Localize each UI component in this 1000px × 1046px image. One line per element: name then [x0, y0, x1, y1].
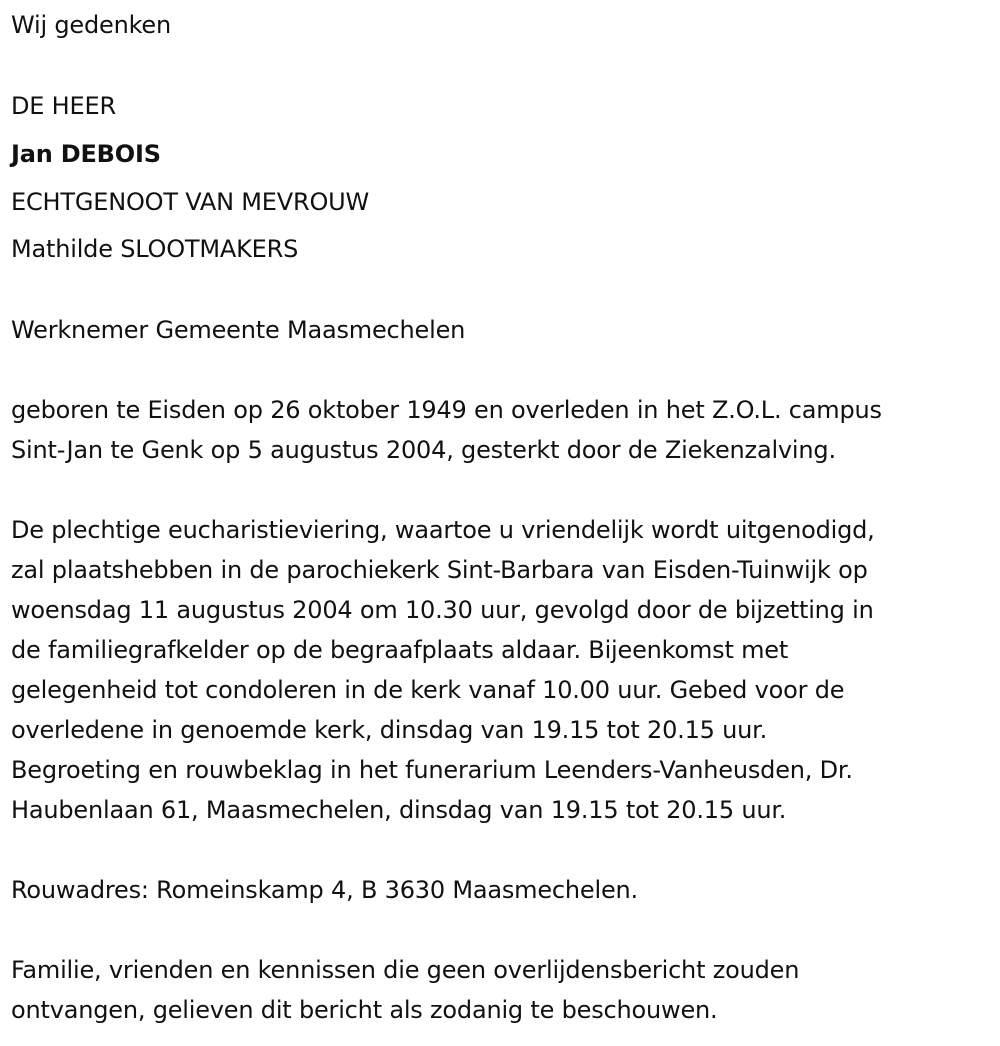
closing-line: Familie, vrienden en kennissen die geen overlijdensbericht zouden — [11, 956, 800, 984]
honorific: DE HEER — [11, 92, 116, 120]
closing-line: ontvangen, gelieven dit bericht als zodanig te beschouwen. — [11, 996, 718, 1024]
spouse-name: Mathilde SLOOTMAKERS — [11, 235, 299, 263]
ceremony-line: zal plaatshebben in de parochiekerk Sint-Barbara van Eisden-Tuinwijk op — [11, 556, 868, 584]
ceremony-line: overledene in genoemde kerk, dinsdag van 19.15 tot 20.15 uur. — [11, 716, 768, 744]
spouse-label: ECHTGENOOT VAN MEVROUW — [11, 188, 370, 216]
ceremony-line: gelegenheid tot condoleren in de kerk vanaf 10.00 uur. Gebed voor de — [11, 676, 845, 704]
occupation: Werknemer Gemeente Maasmechelen — [11, 316, 466, 344]
ceremony-line: de familiegrafkelder op de begraafplaats aldaar. Bijeenkomst met — [11, 636, 789, 664]
mourning-address: Rouwadres: Romeinskamp 4, B 3630 Maasmechelen. — [11, 876, 638, 904]
birth-death-line: Sint-Jan te Genk op 5 augustus 2004, gesterkt door de Ziekenzalving. — [11, 436, 836, 464]
birth-death-line: geboren te Eisden op 26 oktober 1949 en overleden in het Z.O.L. campus — [11, 396, 882, 424]
ceremony-line: woensdag 11 augustus 2004 om 10.30 uur, gevolgd door de bijzetting in — [11, 596, 874, 624]
ceremony-line: Begroeting en rouwbeklag in het funerarium Leenders-Vanheusden, Dr. — [11, 756, 853, 784]
deceased-name: Jan DEBOIS — [11, 140, 161, 168]
ceremony-line: Haubenlaan 61, Maasmechelen, dinsdag van 19.15 tot 20.15 uur. — [11, 796, 787, 824]
intro-text: Wij gedenken — [11, 11, 171, 39]
ceremony-line: De plechtige eucharistieviering, waartoe u vriendelijk wordt uitgenodigd, — [11, 516, 875, 544]
